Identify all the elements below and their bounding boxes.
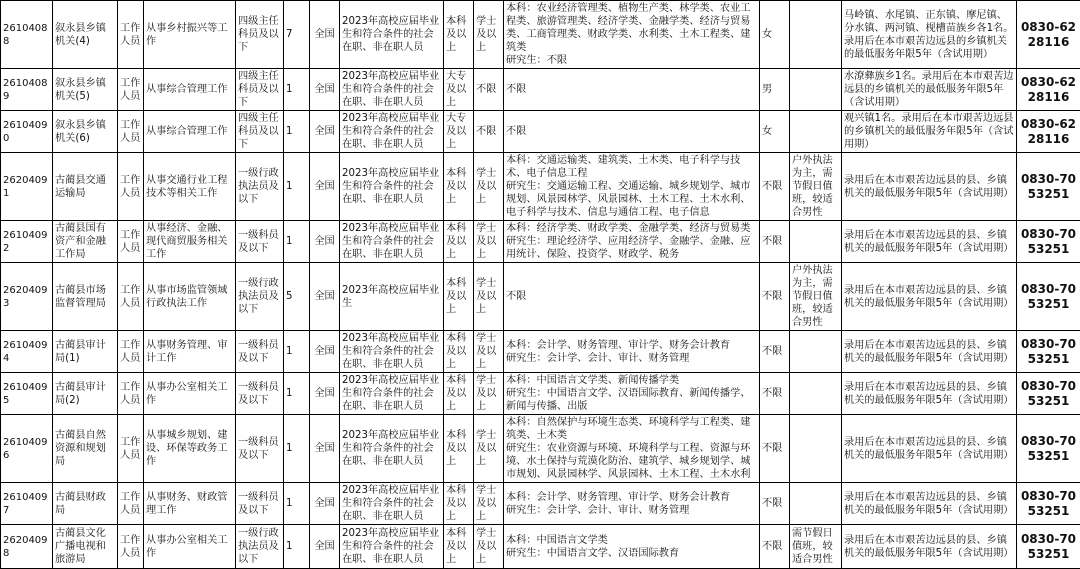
applicant-eligibility-cell: 2023年高校应届毕业生和符合条件的社会在职、非在职人员 — [340, 69, 444, 111]
degree-requirement-cell: 学士及以上 — [474, 373, 504, 415]
education-requirement-cell: 本科及以上 — [444, 1, 474, 69]
hire-count-cell: 1 — [284, 415, 310, 483]
other-conditions-cell — [790, 111, 842, 153]
job-duty-cell: 从事经济、金融、现代商贸服务相关工作 — [144, 221, 236, 263]
major-requirement-cell: 本科：交通运输类、建筑类、土木类、电子科学与技术、电子信息工程 研究生：交通运输工程、交通运输、城乡规划学、城市规划、风景园林学、风景园林、土木工程、土木水利、电子科学与技术、信息与通信工程、电子信息 — [504, 153, 760, 221]
contact-phone-cell: 0830-7053251 — [1017, 263, 1080, 331]
employer-name-cell: 古蔺县财政局 — [53, 483, 118, 525]
job-code-cell: 26204093 — [1, 263, 53, 331]
major-requirement-cell: 不限 — [504, 69, 760, 111]
gender-requirement-cell: 女 — [760, 111, 790, 153]
education-requirement-cell: 本科及以上 — [444, 373, 474, 415]
job-category-cell: 工作人员 — [118, 111, 144, 153]
job-code-cell: 26104094 — [1, 331, 53, 373]
major-requirement-cell: 本科：会计学、财务管理、审计学、财务会计教育 研究生：会计学、会计、审计、财务管理 — [504, 331, 760, 373]
table-row — [1, 1, 1080, 69]
job-category-cell: 工作人员 — [118, 373, 144, 415]
contact-phone-cell: 0830-6228116 — [1017, 111, 1080, 153]
table-row — [1, 111, 1080, 153]
recruit-scope-cell: 全国 — [310, 415, 340, 483]
job-code-cell: 26104096 — [1, 415, 53, 483]
gender-requirement-cell: 不限 — [760, 331, 790, 373]
contact-phone-cell: 0830-6228116 — [1017, 1, 1080, 69]
major-requirement-cell: 本科：中国语言文学类、新闻传播学类 研究生：中国语言文学、汉语国际教育、新闻传播学、新闻与传播、出版 — [504, 373, 760, 415]
hire-count-cell: 7 — [284, 1, 310, 69]
job-duty-cell: 从事财务管理、审计工作 — [144, 331, 236, 373]
recruit-scope-cell: 全国 — [310, 373, 340, 415]
other-conditions-cell — [790, 221, 842, 263]
education-requirement-cell: 本科及以上 — [444, 263, 474, 331]
education-requirement-cell: 大专及以上 — [444, 69, 474, 111]
contact-phone-cell: 0830-7053251 — [1017, 331, 1080, 373]
job-level-cell: 一级行政执法员及以下 — [236, 263, 284, 331]
job-duty-cell: 从事办公室相关工作 — [144, 373, 236, 415]
gender-requirement-cell: 不限 — [760, 415, 790, 483]
employer-name-cell: 叙永县乡镇机关(4) — [53, 1, 118, 69]
job-duty-cell: 从事市场监管领域行政执法工作 — [144, 263, 236, 331]
applicant-eligibility-cell: 2023年高校应届毕业生和符合条件的社会在职、非在职人员 — [340, 1, 444, 69]
table-row — [1, 331, 1080, 373]
applicant-eligibility-cell: 2023年高校应届毕业生和符合条件的社会在职、非在职人员 — [340, 331, 444, 373]
table-body — [1, 1, 1080, 569]
employer-name-cell: 古蔺县文化广播电视和旅游局 — [53, 525, 118, 569]
contact-phone-cell: 0830-7053251 — [1017, 153, 1080, 221]
major-requirement-cell: 本科：经济学类、财政学类、金融学类、经济与贸易类 研究生：理论经济学、应用经济学、金融学、金融、应用统计、保险、投资学、财政学、税务 — [504, 221, 760, 263]
job-duty-cell: 从事城乡规划、建设、环保等政务工作 — [144, 415, 236, 483]
hire-count-cell: 1 — [284, 373, 310, 415]
employer-name-cell: 叙永县乡镇机关(6) — [53, 111, 118, 153]
job-category-cell: 工作人员 — [118, 331, 144, 373]
remarks-cell: 录用后在本市艰苦边远县的县、乡镇机关的最低服务年限5年（含试用期） — [842, 263, 1017, 331]
degree-requirement-cell: 学士及以上 — [474, 263, 504, 331]
job-category-cell: 工作人员 — [118, 525, 144, 569]
job-category-cell: 工作人员 — [118, 263, 144, 331]
employer-name-cell: 古蔺县审计局(1) — [53, 331, 118, 373]
gender-requirement-cell: 不限 — [760, 221, 790, 263]
degree-requirement-cell: 学士及以上 — [474, 483, 504, 525]
job-category-cell: 工作人员 — [118, 153, 144, 221]
job-duty-cell: 从事综合管理工作 — [144, 69, 236, 111]
hire-count-cell: 1 — [284, 111, 310, 153]
recruit-scope-cell: 全国 — [310, 221, 340, 263]
job-code-cell: 26104088 — [1, 1, 53, 69]
other-conditions-cell: 户外执法为主，需节假日值班，较适合男性 — [790, 153, 842, 221]
hire-count-cell: 1 — [284, 331, 310, 373]
remarks-cell: 录用后在本市艰苦边远县的县、乡镇机关的最低服务年限5年（含试用期） — [842, 525, 1017, 569]
hire-count-cell: 1 — [284, 483, 310, 525]
applicant-eligibility-cell: 2023年高校应届毕业生和符合条件的社会在职、非在职人员 — [340, 415, 444, 483]
job-level-cell: 四级主任科员及以下 — [236, 1, 284, 69]
applicant-eligibility-cell: 2023年高校应届毕业生和符合条件的社会在职、非在职人员 — [340, 221, 444, 263]
education-requirement-cell: 本科及以上 — [444, 525, 474, 569]
job-category-cell: 工作人员 — [118, 1, 144, 69]
hire-count-cell: 1 — [284, 153, 310, 221]
other-conditions-cell — [790, 415, 842, 483]
recruit-scope-cell: 全国 — [310, 331, 340, 373]
job-category-cell: 工作人员 — [118, 221, 144, 263]
job-level-cell: 一级科员及以下 — [236, 483, 284, 525]
major-requirement-cell: 不限 — [504, 263, 760, 331]
recruit-scope-cell: 全国 — [310, 1, 340, 69]
job-duty-cell: 从事综合管理工作 — [144, 111, 236, 153]
hire-count-cell: 1 — [284, 221, 310, 263]
other-conditions-cell: 户外执法为主，需节假日值班，较适合男性 — [790, 263, 842, 331]
other-conditions-cell — [790, 483, 842, 525]
applicant-eligibility-cell: 2023年高校应届毕业生和符合条件的社会在职、非在职人员 — [340, 373, 444, 415]
job-level-cell: 一级科员及以下 — [236, 415, 284, 483]
applicant-eligibility-cell: 2023年高校应届毕业生和符合条件的社会在职、非在职人员 — [340, 525, 444, 569]
job-code-cell: 26204098 — [1, 525, 53, 569]
table-row — [1, 483, 1080, 525]
major-requirement-cell: 本科：农业经济管理类、植物生产类、林学类、农业工程类、旅游管理类、经济学类、金融学类、经济与贸易类、工商管理类、财政学类、水利类、土木工程类、建筑类 研究生：不限 — [504, 1, 760, 69]
degree-requirement-cell: 不限 — [474, 69, 504, 111]
employer-name-cell: 古蔺县自然资源和规划局 — [53, 415, 118, 483]
contact-phone-cell: 0830-6228116 — [1017, 69, 1080, 111]
education-requirement-cell: 本科及以上 — [444, 415, 474, 483]
job-duty-cell: 从事交通行业工程技术等相关工作 — [144, 153, 236, 221]
other-conditions-cell — [790, 373, 842, 415]
remarks-cell: 录用后在本市艰苦边远县的县、乡镇机关的最低服务年限5年（含试用期） — [842, 221, 1017, 263]
education-requirement-cell: 本科及以上 — [444, 331, 474, 373]
other-conditions-cell: 需节假日值班，较适合男性 — [790, 525, 842, 569]
job-code-cell: 26104089 — [1, 69, 53, 111]
table-row — [1, 221, 1080, 263]
contact-phone-cell: 0830-7053251 — [1017, 483, 1080, 525]
employer-name-cell: 古蔺县国有资产和金融工作局 — [53, 221, 118, 263]
recruit-scope-cell: 全国 — [310, 69, 340, 111]
employer-name-cell: 古蔺县交通运输局 — [53, 153, 118, 221]
applicant-eligibility-cell: 2023年高校应届毕业生 — [340, 263, 444, 331]
degree-requirement-cell: 学士及以上 — [474, 331, 504, 373]
contact-phone-cell: 0830-7053251 — [1017, 373, 1080, 415]
other-conditions-cell — [790, 69, 842, 111]
table-row — [1, 373, 1080, 415]
gender-requirement-cell: 不限 — [760, 483, 790, 525]
remarks-cell: 录用后在本市艰苦边远县的县、乡镇机关的最低服务年限5年（含试用期） — [842, 373, 1017, 415]
job-category-cell: 工作人员 — [118, 483, 144, 525]
job-level-cell: 四级主任科员及以下 — [236, 111, 284, 153]
education-requirement-cell: 本科及以上 — [444, 153, 474, 221]
job-code-cell: 26104092 — [1, 221, 53, 263]
table-row — [1, 525, 1080, 569]
job-level-cell: 四级主任科员及以下 — [236, 69, 284, 111]
table-row — [1, 153, 1080, 221]
gender-requirement-cell: 不限 — [760, 373, 790, 415]
recruit-scope-cell: 全国 — [310, 111, 340, 153]
remarks-cell: 录用后在本市艰苦边远县的县、乡镇机关的最低服务年限5年（含试用期） — [842, 483, 1017, 525]
degree-requirement-cell: 学士及以上 — [474, 415, 504, 483]
job-level-cell: 一级科员及以下 — [236, 331, 284, 373]
gender-requirement-cell: 不限 — [760, 153, 790, 221]
major-requirement-cell: 本科：中国语言文学类 研究生：中国语言文学、汉语国际教育 — [504, 525, 760, 569]
remarks-cell: 水潦彝族乡1名。录用后在本市艰苦边远县的乡镇机关的最低服务年限5年（含试用期） — [842, 69, 1017, 111]
employer-name-cell: 古蔺县审计局(2) — [53, 373, 118, 415]
table-row — [1, 415, 1080, 483]
employer-name-cell: 叙永县乡镇机关(5) — [53, 69, 118, 111]
education-requirement-cell: 本科及以上 — [444, 483, 474, 525]
recruit-scope-cell: 全国 — [310, 263, 340, 331]
other-conditions-cell — [790, 1, 842, 69]
job-code-cell: 26104097 — [1, 483, 53, 525]
applicant-eligibility-cell: 2023年高校应届毕业生和符合条件的社会在职、非在职人员 — [340, 153, 444, 221]
major-requirement-cell: 不限 — [504, 111, 760, 153]
gender-requirement-cell: 不限 — [760, 525, 790, 569]
major-requirement-cell: 本科：会计学、财务管理、审计学、财务会计教育 研究生：会计学、会计、审计、财务管理 — [504, 483, 760, 525]
recruit-scope-cell: 全国 — [310, 483, 340, 525]
remarks-cell: 录用后在本市艰苦边远县的县、乡镇机关的最低服务年限5年（含试用期） — [842, 153, 1017, 221]
recruit-scope-cell: 全国 — [310, 153, 340, 221]
job-code-cell: 26104095 — [1, 373, 53, 415]
degree-requirement-cell: 不限 — [474, 111, 504, 153]
job-duty-cell: 从事财务、财政管理工作 — [144, 483, 236, 525]
job-level-cell: 一级行政执法员及以下 — [236, 525, 284, 569]
degree-requirement-cell: 学士及以上 — [474, 221, 504, 263]
gender-requirement-cell: 男 — [760, 69, 790, 111]
applicant-eligibility-cell: 2023年高校应届毕业生和符合条件的社会在职、非在职人员 — [340, 111, 444, 153]
table-row — [1, 69, 1080, 111]
job-category-cell: 工作人员 — [118, 415, 144, 483]
degree-requirement-cell: 学士及以上 — [474, 525, 504, 569]
gender-requirement-cell: 不限 — [760, 263, 790, 331]
other-conditions-cell — [790, 331, 842, 373]
applicant-eligibility-cell: 2023年高校应届毕业生和符合条件的社会在职、非在职人员 — [340, 483, 444, 525]
job-duty-cell: 从事乡村振兴等工作 — [144, 1, 236, 69]
recruit-scope-cell: 全国 — [310, 525, 340, 569]
job-level-cell: 一级行政执法员及以下 — [236, 153, 284, 221]
major-requirement-cell: 本科：自然保护与环境生态类、环境科学与工程类、建筑类、土木类 研究生：农业资源与环境、环境科学与工程、资源与环境、水土保持与荒漠化防治、建筑学、城乡规划学、城市规划、风景园林学、风景园林、土木工程、土木水利 — [504, 415, 760, 483]
hire-count-cell: 1 — [284, 69, 310, 111]
degree-requirement-cell: 学士及以上 — [474, 1, 504, 69]
job-level-cell: 一级科员及以下 — [236, 221, 284, 263]
job-level-cell: 一级科员及以下 — [236, 373, 284, 415]
remarks-cell: 马岭镇、水尾镇、正东镇、摩尼镇、分水镇、两河镇、枧槽苗族乡各1名。录用后在本市艰苦边远县的乡镇机关的最低服务年限5年（含试用期） — [842, 1, 1017, 69]
remarks-cell: 录用后在本市艰苦边远县的县、乡镇机关的最低服务年限5年（含试用期） — [842, 415, 1017, 483]
contact-phone-cell: 0830-7053251 — [1017, 415, 1080, 483]
contact-phone-cell: 0830-7053251 — [1017, 525, 1080, 569]
table-row — [1, 263, 1080, 331]
education-requirement-cell: 大专及以上 — [444, 111, 474, 153]
remarks-cell: 观兴镇1名。录用后在本市艰苦边远县的乡镇机关的最低服务年限5年（含试用期） — [842, 111, 1017, 153]
hire-count-cell: 5 — [284, 263, 310, 331]
education-requirement-cell: 本科及以上 — [444, 221, 474, 263]
gender-requirement-cell: 女 — [760, 1, 790, 69]
job-category-cell: 工作人员 — [118, 69, 144, 111]
job-code-cell: 26204091 — [1, 153, 53, 221]
employer-name-cell: 古蔺县市场监督管理局 — [53, 263, 118, 331]
job-duty-cell: 从事办公室相关工作 — [144, 525, 236, 569]
hire-count-cell: 1 — [284, 525, 310, 569]
degree-requirement-cell: 学士及以上 — [474, 153, 504, 221]
job-code-cell: 26104090 — [1, 111, 53, 153]
contact-phone-cell: 0830-7053251 — [1017, 221, 1080, 263]
remarks-cell: 录用后在本市艰苦边远县的县、乡镇机关的最低服务年限5年（含试用期） — [842, 331, 1017, 373]
